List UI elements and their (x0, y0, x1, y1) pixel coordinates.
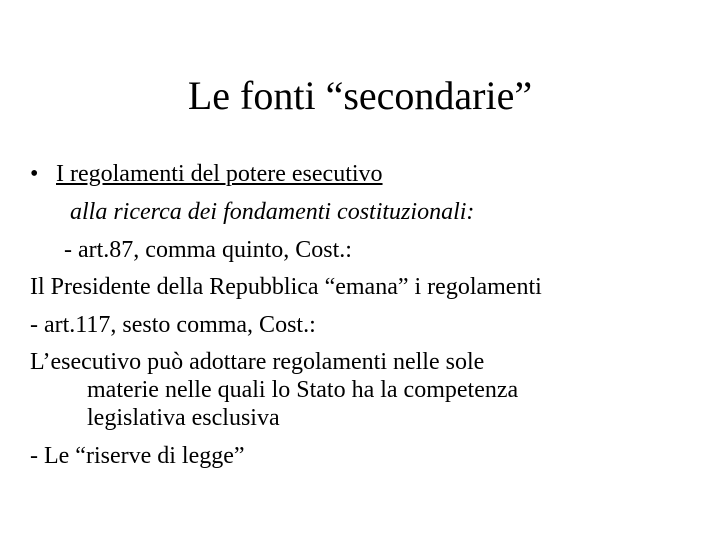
bullet-icon: • (30, 161, 39, 187)
body-text-line: materie nelle quali lo Stato ha la competenza (87, 377, 519, 403)
article-ref-117: - art.117, sesto comma, Cost.: (30, 312, 316, 338)
subtitle-line: alla ricerca dei fondamenti costituzionali: (70, 199, 475, 225)
article-ref-87: - art.87, comma quinto, Cost.: (64, 237, 352, 263)
body-text-line: L’esecutivo può adottare regolamenti nelle sole (30, 349, 485, 375)
body-text-line: legislativa esclusiva (87, 405, 280, 431)
slide-title: Le fonti “secondarie” (187, 73, 533, 118)
body-text-line: Il Presidente della Repubblica “emana” i regolamenti (30, 274, 542, 300)
bullet-heading: I regolamenti del potere esecutivo (56, 161, 383, 187)
riserve-di-legge-line: - Le “riserve di legge” (30, 443, 245, 469)
